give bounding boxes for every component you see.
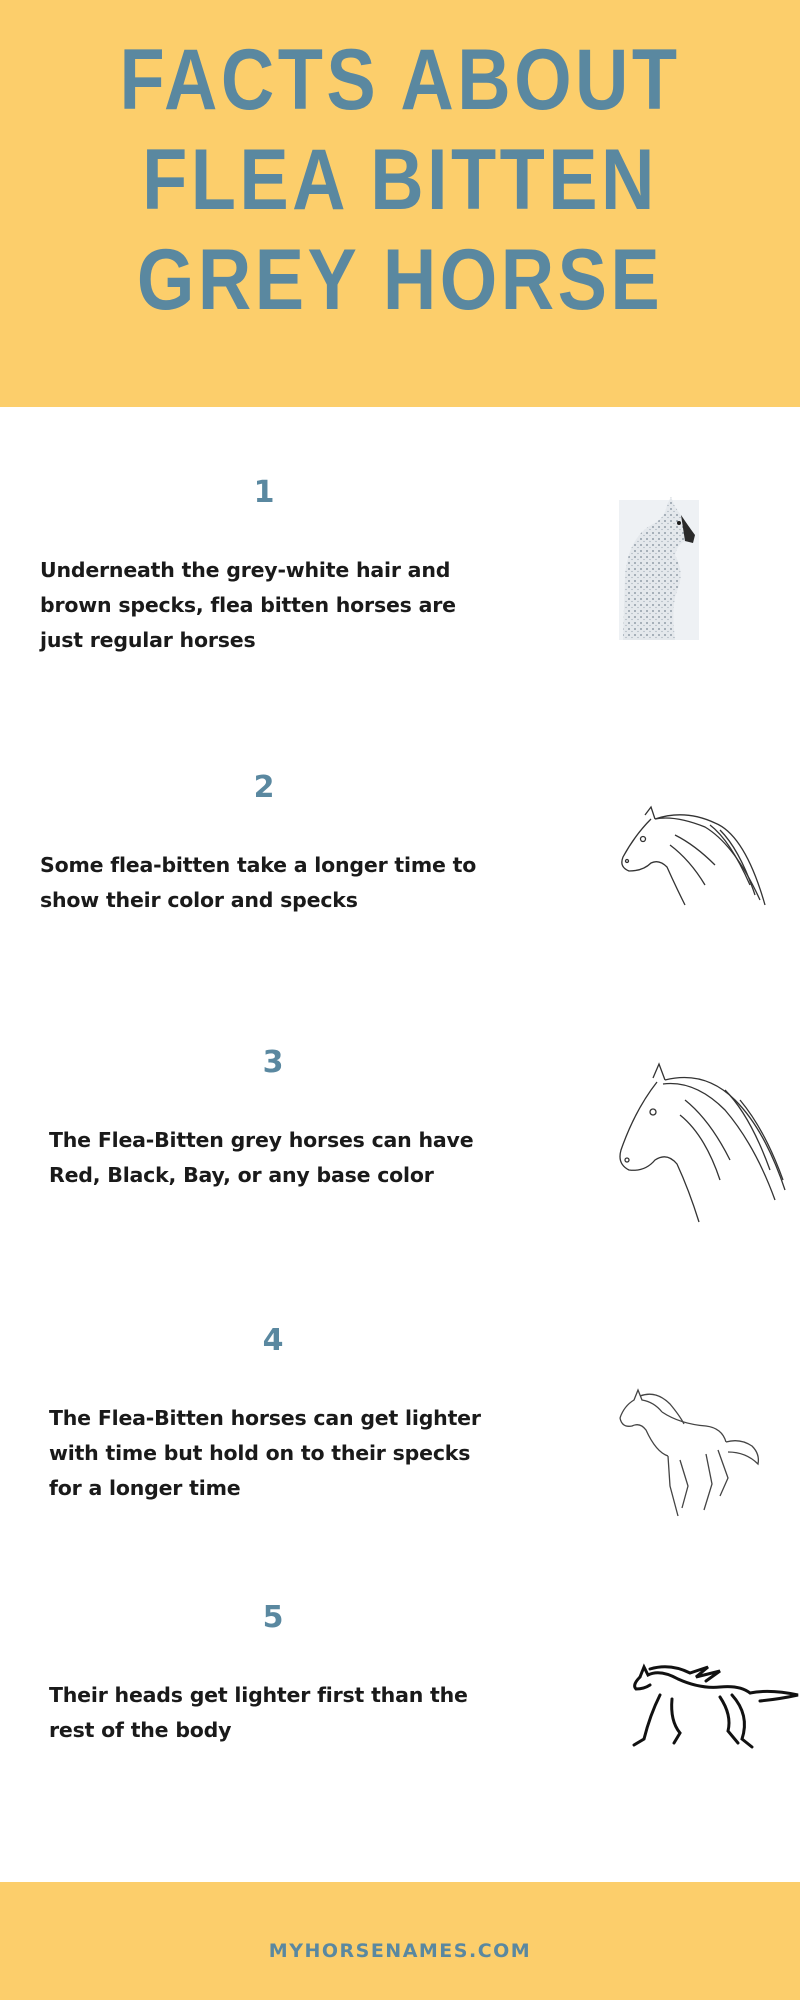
title-line-1: FACTS ABOUT [119, 32, 681, 128]
fact-number: 1 [253, 475, 275, 510]
fact-number: 5 [262, 1600, 284, 1635]
running-horse-sketch [610, 1378, 765, 1523]
footer-banner [0, 1882, 800, 2000]
fact-text: Underneath the grey-white hair and brown specks, flea bitten horses are just regular horses [40, 558, 456, 652]
header-banner [0, 0, 800, 407]
fact-item-3 [0, 1030, 800, 1260]
rearing-white-horse-photo [615, 495, 700, 640]
fact-item-4 [0, 1308, 800, 1538]
galloping-horse-silhouette [620, 1655, 800, 1750]
fact-number: 3 [262, 1045, 284, 1080]
fact-number: 2 [253, 770, 275, 805]
fact-item-5 [0, 1585, 800, 1815]
title-line-3: GREY HORSE [136, 232, 664, 328]
footer-site-link[interactable]: MYHORSENAMES.COM [268, 1940, 532, 1962]
page-title [56, 30, 744, 330]
fact-item-1 [0, 460, 800, 690]
fact-item-2 [0, 755, 800, 985]
horse-head-sketch [615, 805, 770, 915]
fact-text: Their heads get lighter first than the rest of the body [49, 1683, 468, 1742]
fact-text: The Flea-Bitten horses can get lighter with time but hold on to their specks for a longer time [49, 1406, 481, 1500]
horse-head-sketch-large [615, 1060, 787, 1225]
fact-number: 4 [262, 1323, 284, 1358]
fact-text: Some flea-bitten take a longer time to show their color and specks [40, 853, 477, 912]
title-line-2: FLEA BITTEN [142, 132, 658, 228]
fact-text: The Flea-Bitten grey horses can have Red, Black, Bay, or any base color [49, 1128, 474, 1187]
